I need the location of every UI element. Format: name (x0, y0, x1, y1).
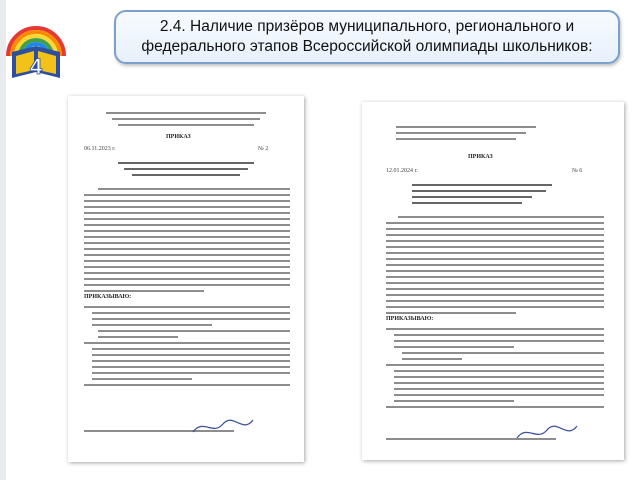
doc1-number: № 2 (258, 146, 269, 152)
doc1-heading: ПРИКАЗ (166, 134, 191, 140)
doc2-date: 12.01.2024 г. (386, 168, 418, 174)
slide-title: 2.4. Наличие призёров муниципального, регионального и федерального этапов Всероссийской олимпиады школьников: (141, 18, 593, 55)
signature-stamp (188, 414, 258, 440)
logo-number: 4 (29, 54, 43, 79)
order-document-right (362, 102, 624, 460)
doc2-order-word: ПРИКАЗЫВАЮ: (386, 316, 434, 322)
doc1-order-word: ПРИКАЗЫВАЮ: (84, 294, 132, 300)
school-logo (2, 12, 70, 88)
doc2-number: № 6 (572, 168, 583, 174)
signature-stamp (512, 420, 582, 446)
order-document-left (68, 96, 304, 462)
doc2-heading: ПРИКАЗ (468, 154, 493, 160)
doc1-date: 06.11.2023 г. (84, 146, 116, 152)
slide-title-box (114, 10, 620, 64)
